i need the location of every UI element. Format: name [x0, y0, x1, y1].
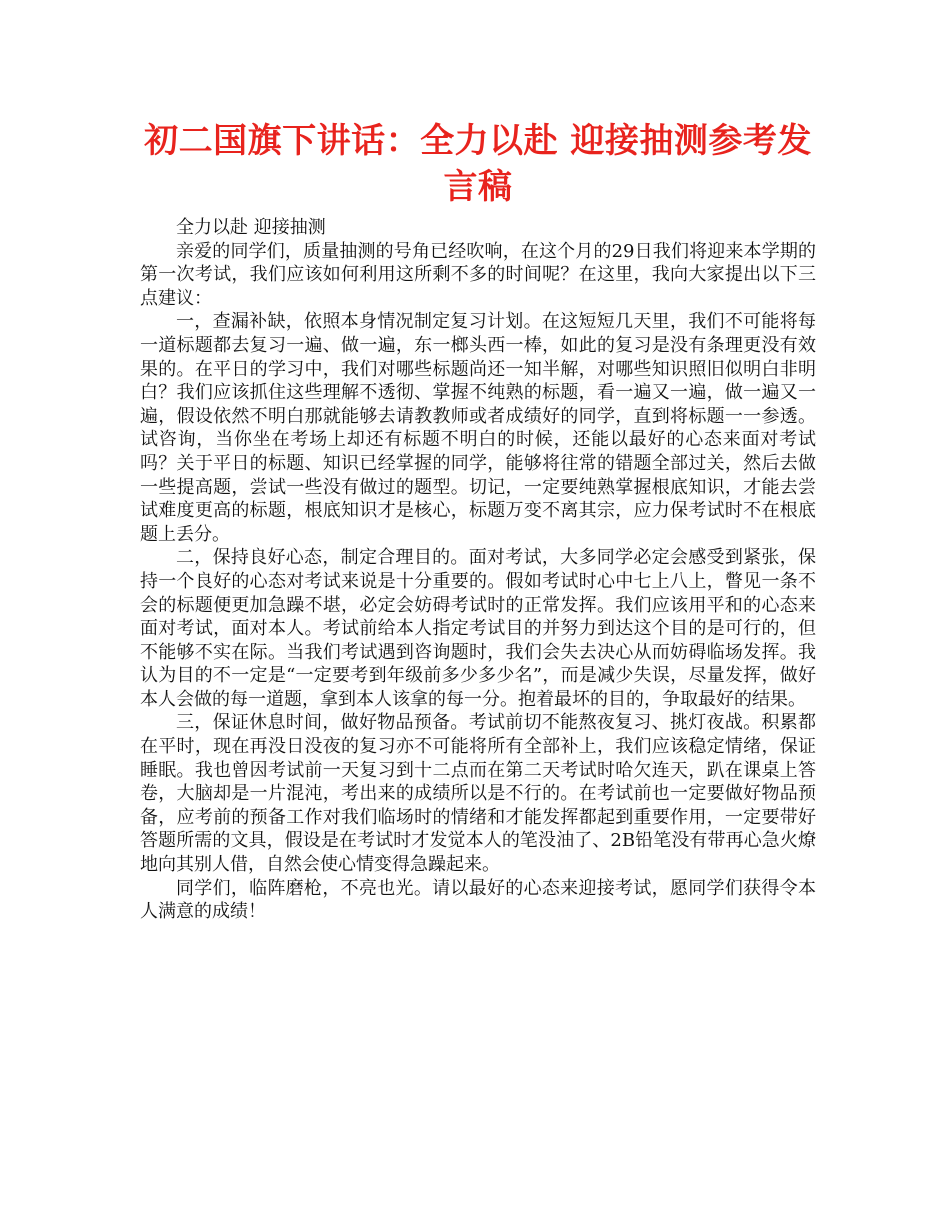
paragraph-point-one: 一，查漏补缺，依照本身情况制定复习计划。在这短短几天里，我们不可能将每一道标题都去复习一遍、做一遍，东一榔头西一棒，如此的复习是没有条理更没有效果的。在平日的学习中，我们对哪些标题尚还一知半解，对哪些知识照旧似明白非明白？我们应该抓住这些理解不透彻、掌握不纯熟的标题，看一遍又一遍，做一遍又一遍，假设依然不明白那就能够去请教教师或者成绩好的同学，直到将标题一一参透。试咨询，当你坐在考场上却还有标题不明白的时候，还能以最好的心态来面对考试吗？关于平日的标题、知识已经掌握的同学，能够将往常的错题全部过关，然后去做一些提高题，尝试一些没有做过的题型。切记，一定要纯熟掌握根底知识，才能去尝试难度更高的标题，根底知识才是核心，标题万变不离其宗，应力保考试时不在根底题上丢分。 — [140, 311, 816, 545]
document-subtitle: 全力以赴 迎接抽测 — [176, 217, 326, 238]
paragraph-closing: 同学们，临阵磨枪，不亮也光。请以最好的心态来迎接考试，愿同学们获得令本人满意的成绩！ — [140, 877, 816, 923]
document-page — [140, 118, 816, 924]
document-title: 初二国旗下讲话：全力以赴 迎接抽测参考发言稿 — [144, 121, 812, 207]
paragraph-point-three: 三，保证休息时间，做好物品预备。考试前切不能熬夜复习、挑灯夜战。积累都在平时，现在再没日没夜的复习亦不可能将所有全部补上，我们应该稳定情绪，保证睡眠。我也曾因考试前一天复习到十二点而在第二天考试时哈欠连天，趴在课桌上答卷，大脑却是一片混沌，考出来的成绩所以是不行的。在考试前也一定要做好物品预备，应考前的预备工作对我们临场时的情绪和才能发挥都起到重要作用，一定要带好答题所需的文具，假设是在考试时才发觉本人的笔没油了、2B铅笔没有带再心急火燎地向其别人借，自然会使心情变得急躁起来。 — [140, 712, 816, 876]
paragraph-point-two: 二，保持良好心态，制定合理目的。面对考试，大多同学必定会感受到紧张，保持一个良好的心态对考试来说是十分重要的。假如考试时心中七上八上，瞥见一条不会的标题便更加急躁不堪，必定会妨碍考试时的正常发挥。我们应该用平和的心态来面对考试，面对本人。考试前给本人指定考试目的并努力到达这个目的是可行的，但不能够不实在际。当我们考试遇到咨询题时，我们会失去决心从而妨碍临场发挥。我认为目的不一定是“一定要考到年级前多少多少名”，而是减少失误，尽量发挥，做好本人会做的每一道题，拿到本人该拿的每一分。抱着最坏的目的，争取最好的结果。 — [140, 547, 816, 710]
paragraph-intro: 亲爱的同学们，质量抽测的号角已经吹响，在这个月的29日我们将迎来本学期的第一次考试，我们应该如何利用这所剩不多的时间呢？在这里，我向大家提出以下三点建议： — [140, 240, 816, 309]
